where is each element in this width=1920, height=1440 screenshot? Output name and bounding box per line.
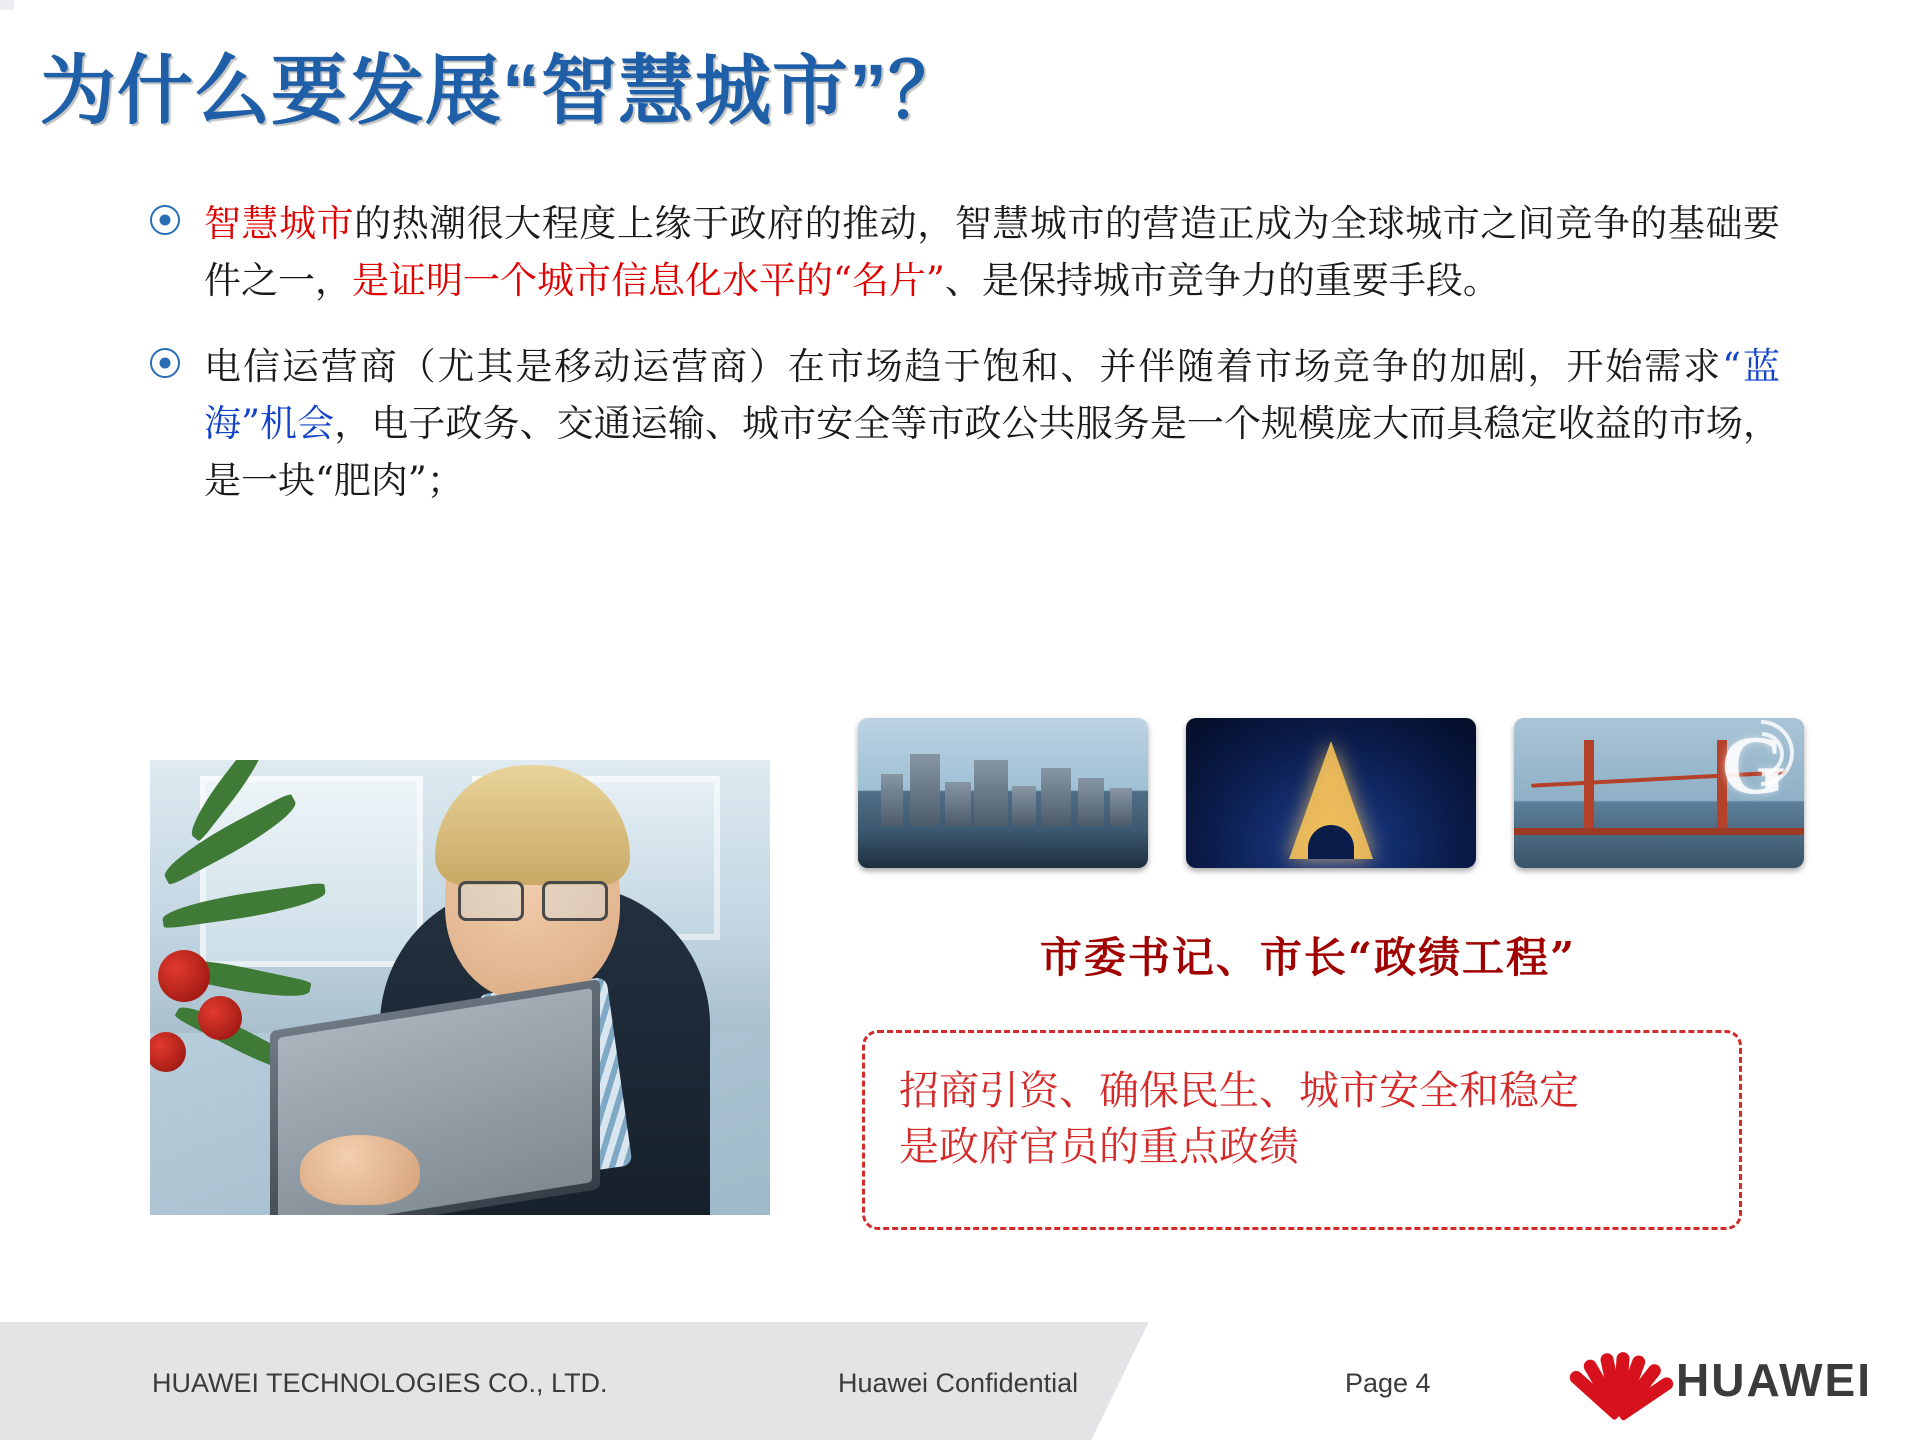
list-item [150, 338, 1780, 510]
bridge-deck [1514, 828, 1804, 835]
slide-footer [0, 1322, 1920, 1440]
bullet-list [150, 195, 1780, 538]
section-headline: 市委书记、市长“政绩工程” [1039, 933, 1577, 982]
bullet-2-segment-1: 电信运营商（尤其是移动运营商）在市场趋于饱和、并伴随着市场竞争的加剧，开始需求 [204, 344, 1723, 388]
footer-confidential: Huawei Confidential [838, 1368, 1079, 1398]
thumbnail-strip [858, 718, 1804, 868]
bullet-1-segment-1: 智慧城市 [204, 202, 355, 245]
bullet-2-segment-2: “蓝海”机会 [204, 344, 1780, 446]
footer-page-number: Page 4 [1345, 1368, 1431, 1398]
bullet-text-1 [204, 195, 1780, 310]
callout-line-1: 招商引资、确保民生、城市安全和稳定 [899, 1068, 1579, 1114]
huawei-logo [1580, 1344, 1872, 1416]
city-skyline-photo [858, 718, 1148, 868]
list-item [150, 195, 1780, 310]
footer-wedge [1091, 1322, 1569, 1440]
target-bullet-icon [150, 205, 180, 235]
bullet-2-segment-3: ，电子政务、交通运输、城市安全等市政公共服务是一个规模庞大而具稳定收益的市场，是一块“肥肉”； [204, 402, 1781, 503]
bullet-1-segment-3: 是证明一个城市信息化水平的“名片” [352, 259, 945, 303]
target-bullet-icon [150, 348, 180, 378]
eiffel-tower-photo [1186, 718, 1476, 868]
huawei-flower-icon [1580, 1344, 1658, 1416]
river-water [858, 826, 1148, 868]
huawei-wordmark: HUAWEI [1676, 1354, 1872, 1406]
g-letter-logo: G [1720, 719, 1786, 812]
businesswoman-with-laptop-photo [150, 760, 770, 1215]
person-hand [300, 1135, 420, 1205]
bullet-text-2 [204, 338, 1780, 510]
bullet-1-segment-2: 的热潮很大程度上缘于政府的推动，智慧城市的营造正成为全球城市之间竞争的基础要件之一， [204, 202, 1781, 303]
bullet-1-segment-4: 、是保持城市竞争力的重要手段。 [944, 259, 1500, 303]
callout-line-2: 是政府官员的重点政绩 [899, 1124, 1299, 1170]
edge-artifact [0, 0, 14, 10]
page-title: 为什么要发展“智慧城市”？ [40, 49, 965, 134]
callout-box [862, 1030, 1742, 1230]
footer-company: HUAWEI TECHNOLOGIES CO., LTD. [152, 1368, 608, 1398]
eyeglasses-icon [458, 881, 608, 915]
golden-gate-bridge-photo [1514, 718, 1804, 868]
